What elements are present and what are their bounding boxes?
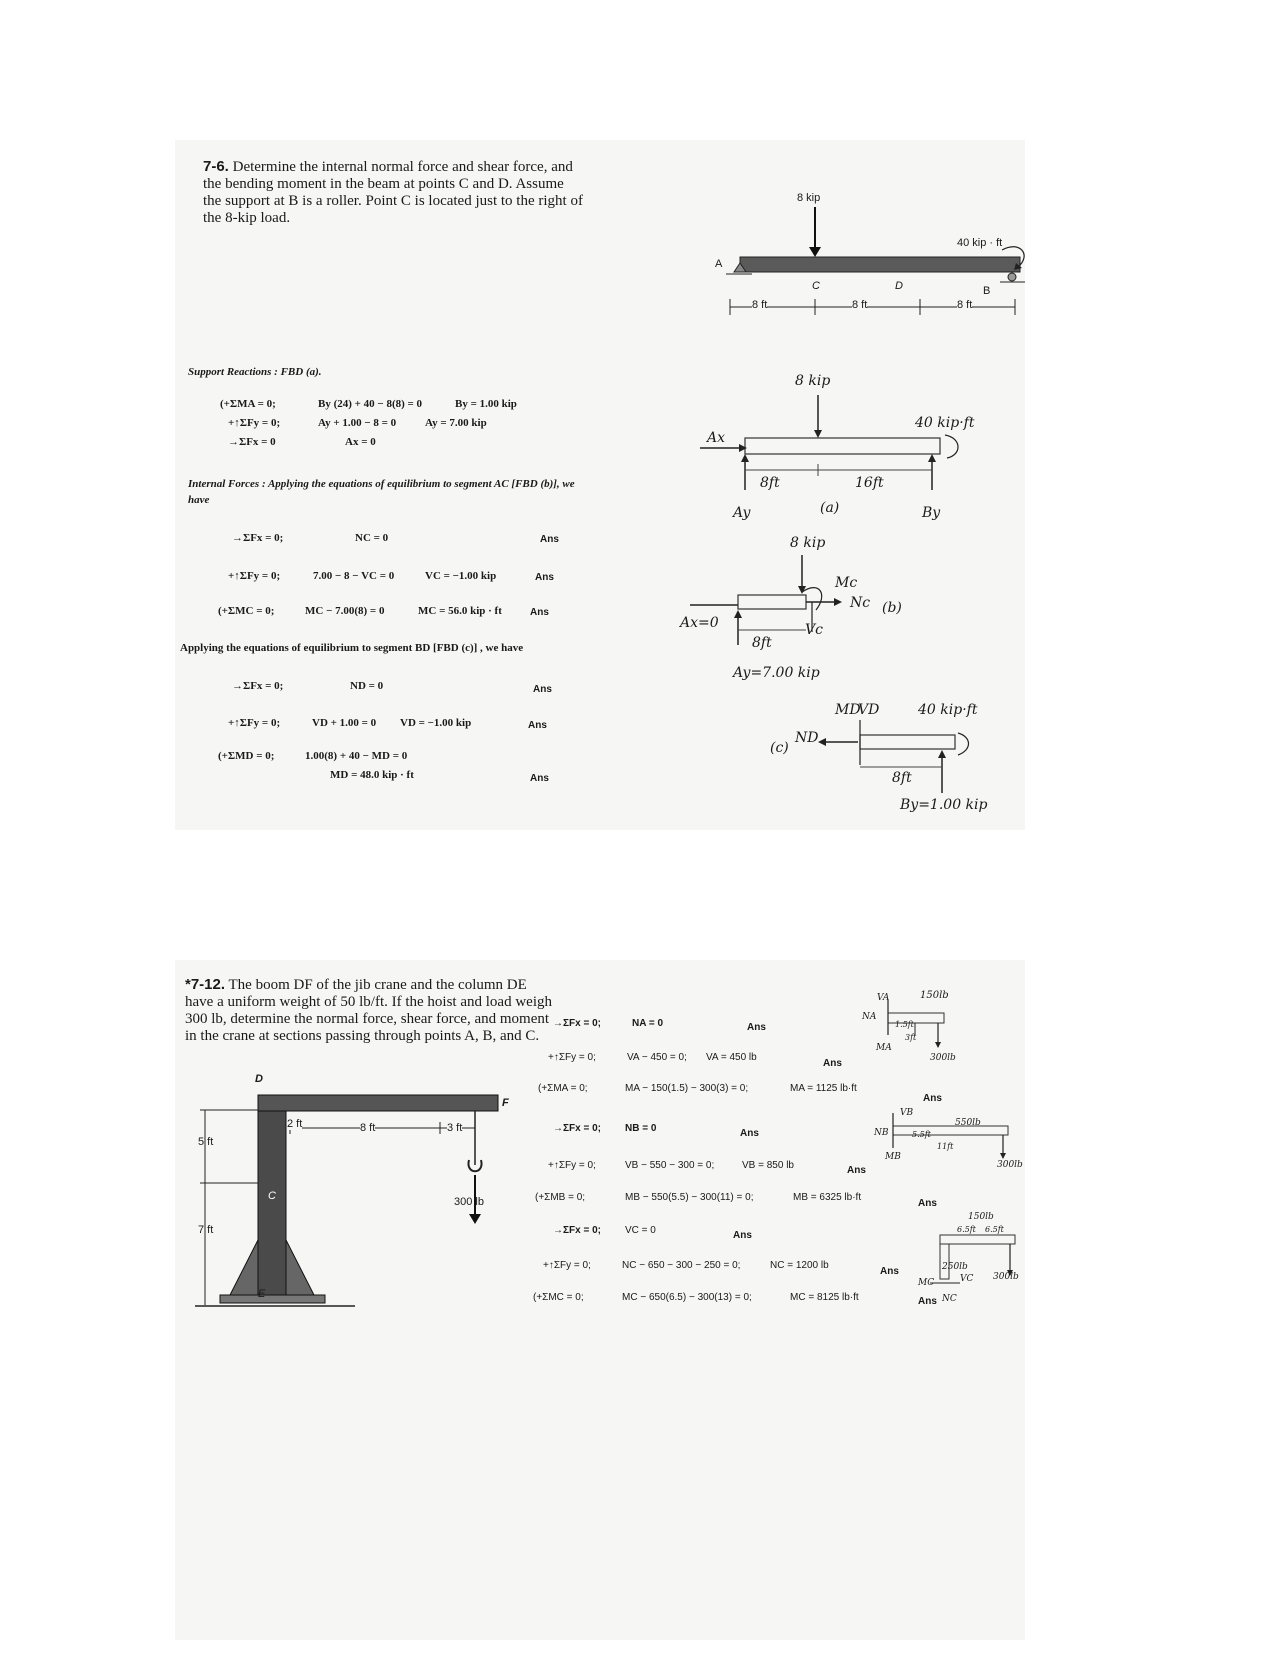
c1-ans: Ans	[733, 1230, 752, 1241]
problem-number: *7-12.	[185, 976, 226, 993]
sr3-work: Ax = 0	[345, 436, 376, 448]
ac3-ans: Ans	[530, 607, 549, 618]
fbd-b-load: 8 kip	[790, 535, 826, 551]
problem-number: 7-6.	[203, 158, 229, 175]
sketch-w3: 150lb	[968, 1212, 994, 1222]
sketch-l1: 300lb	[930, 1053, 956, 1063]
c3-eq: (+ΣMC = 0;	[533, 1292, 584, 1303]
c1-work: VC = 0	[625, 1225, 656, 1236]
label-c: C	[268, 1190, 276, 1202]
label-e: E	[258, 1288, 266, 1300]
boom	[258, 1095, 498, 1111]
a1-work: NA = 0	[632, 1018, 664, 1029]
fbd-a-tag: (a)	[820, 500, 840, 516]
label-f: F	[502, 1097, 509, 1109]
sketch-d15: 1.5ft	[895, 1020, 914, 1029]
c3-res: MC = 8125 lb·ft	[790, 1292, 859, 1303]
ac2-work: 7.00 − 8 − VC = 0	[313, 570, 395, 582]
fbd-c-vd: VD	[858, 702, 880, 718]
c2-ans: Ans	[880, 1266, 899, 1277]
b3-work: MB − 550(5.5) − 300(11) = 0;	[625, 1192, 754, 1203]
bd3-ans: Ans	[530, 773, 549, 784]
bd2-ans: Ans	[528, 720, 547, 731]
ac3-res: MC = 56.0 kip · ft	[418, 605, 502, 617]
fbd-c-tag: (c)	[770, 740, 789, 756]
support-heading: Support Reactions : FBD (a).	[188, 366, 322, 378]
a2-eq: +↑ΣFy = 0;	[548, 1052, 596, 1063]
sketch-va: VA	[877, 993, 890, 1003]
dim-3: 8 ft	[957, 299, 973, 311]
b3-eq: (+ΣMB = 0;	[535, 1192, 586, 1203]
fbd-a-d2: 16ft	[855, 475, 884, 491]
label-load: 8 kip	[797, 192, 821, 204]
fbd-b-vc: Vc	[805, 622, 823, 638]
a3-work: MA − 150(1.5) − 300(3) = 0;	[625, 1083, 749, 1094]
bd-heading: Applying the equations of equilibrium to segment BD [FBD (c)] , we have	[180, 642, 524, 654]
sketch-l2: 300lb	[997, 1160, 1023, 1170]
fbd-c-moment: 40 kip·ft	[918, 702, 978, 718]
b2-work: VB − 550 − 300 = 0;	[625, 1160, 715, 1171]
beam	[740, 257, 1020, 272]
label-point-a: A	[715, 258, 723, 270]
sketch-d11: 11ft	[937, 1142, 954, 1151]
sketch-d65: 6.5ft	[957, 1225, 976, 1234]
base-right	[286, 1240, 314, 1295]
sketch-nc: NC	[942, 1294, 957, 1304]
dim-7ft: 7 ft	[198, 1224, 214, 1236]
fbd-a	[700, 380, 980, 520]
b2-res: VB = 850 lb	[742, 1160, 794, 1171]
problem-7-12-statement	[185, 976, 555, 1045]
ac3-eq: (+ΣMC = 0;	[218, 605, 275, 617]
problem-text: Determine the internal normal force and shear force, and the bending moment in the beam at points C and D. Assume the support at B is a roller. Point C is located just to the right of the 8-kip load.	[203, 159, 583, 226]
label-load: 300 lb	[454, 1196, 484, 1208]
label-point-b: B	[983, 285, 991, 297]
sketch-w4: 250lb	[942, 1262, 968, 1272]
sr2-eq: +↑ΣFy = 0;	[228, 417, 281, 429]
sketch-w1: 150lb	[920, 990, 949, 1001]
sketch-d3: 3ft	[905, 1033, 917, 1042]
b3-res: MB = 6325 lb·ft	[793, 1192, 862, 1203]
sketch-d65b: 6.5ft	[985, 1225, 1004, 1234]
beam-figure	[720, 195, 1040, 335]
ac1-eq: →ΣFx = 0;	[232, 532, 284, 544]
b2-eq: +↑ΣFy = 0;	[548, 1160, 596, 1171]
bd1-work: ND = 0	[350, 680, 384, 692]
b2-ans: Ans	[847, 1165, 866, 1176]
sketch-na: NA	[862, 1012, 877, 1022]
a3-res: MA = 1125 lb·ft	[790, 1083, 857, 1094]
fbd-b-ax: Ax=0	[680, 615, 719, 631]
a2-ans: Ans	[823, 1058, 842, 1069]
dim-5ft: 5 ft	[198, 1136, 214, 1148]
ac1-work: NC = 0	[355, 532, 389, 544]
a2-work: VA − 450 = 0;	[627, 1052, 687, 1063]
dim-3ft: 3 ft	[447, 1122, 463, 1134]
label-d: D	[255, 1073, 263, 1085]
bd3-work: 1.00(8) + 40 − MD = 0	[305, 750, 408, 762]
b1-eq: →ΣFx = 0;	[553, 1123, 601, 1134]
sketch-vc: VC	[960, 1274, 974, 1284]
sr3-eq: →ΣFx = 0	[228, 436, 276, 448]
fbd-b-tag: (b)	[882, 600, 902, 616]
sr1-work: By (24) + 40 − 8(8) = 0	[318, 398, 423, 410]
crane-figure	[195, 1080, 545, 1320]
bd1-eq: →ΣFx = 0;	[232, 680, 284, 692]
problem-7-6-statement	[203, 158, 583, 227]
a1-eq: →ΣFx = 0;	[553, 1018, 601, 1029]
dim-8ft: 8 ft	[360, 1122, 376, 1134]
sketch-ans: Ans	[918, 1296, 937, 1307]
fbd-b-mc: Mc	[835, 575, 858, 591]
bd2-work: VD + 1.00 = 0	[312, 717, 377, 729]
a3-eq: (+ΣMA = 0;	[538, 1083, 588, 1094]
sketch-nb: NB	[874, 1128, 889, 1138]
sketch-mc: MC	[918, 1278, 935, 1288]
sketch-mb: MB	[885, 1152, 901, 1162]
b3-ans: Ans	[918, 1198, 937, 1209]
label-moment: 40 kip · ft	[957, 237, 1003, 249]
bd2-res: VD = −1.00 kip	[400, 717, 472, 729]
sketch-l3: 300lb	[993, 1272, 1019, 1282]
a2-res: VA = 450 lb	[706, 1052, 757, 1063]
dim-2ft: 2 ft	[287, 1118, 303, 1130]
fbd-a-ax: Ax	[707, 430, 726, 446]
bd2-eq: +↑ΣFy = 0;	[228, 717, 281, 729]
sketch-ma: MA	[876, 1043, 892, 1053]
dim-2: 8 ft	[852, 299, 868, 311]
sr1-res: By = 1.00 kip	[455, 398, 517, 410]
fbd-c-by: By=1.00 kip	[900, 797, 988, 813]
sr2-res: Ay = 7.00 kip	[425, 417, 487, 429]
b1-ans: Ans	[740, 1128, 759, 1139]
sr1-eq: (+ΣMA = 0;	[220, 398, 276, 410]
ac2-ans: Ans	[535, 572, 554, 583]
problem-text: The boom DF of the jib crane and the column DE have a uniform weight of 50 lb/ft. If the hoist and load weigh 300 lb, determine the normal force, shear force, and moment in the crane at sections passing through points A, B, and C.	[185, 977, 552, 1044]
ac1-ans: Ans	[540, 534, 559, 545]
base-left	[230, 1240, 258, 1295]
ac2-eq: +↑ΣFy = 0;	[228, 570, 281, 582]
fbd-b-ay: Ay=7.00 kip	[733, 665, 820, 681]
fbd-a-moment: 40 kip·ft	[915, 415, 975, 431]
a1-ans: Ans	[747, 1022, 766, 1033]
bd3-eq: (+ΣMD = 0;	[218, 750, 275, 762]
internal-heading: Internal Forces : Applying the equations of equilibrium to segment AC [FBD (b)], we have	[188, 478, 575, 506]
sketch-w2: 550lb	[955, 1118, 981, 1128]
fbd-b-nc: Nc	[850, 595, 871, 611]
dim-1: 8 ft	[752, 299, 768, 311]
ac2-res: VC = −1.00 kip	[425, 570, 497, 582]
fbd-a-d1: 8ft	[760, 475, 780, 491]
c2-work: NC − 650 − 300 − 250 = 0;	[622, 1260, 741, 1271]
fbd-c-nd: ND	[795, 730, 819, 746]
c3-work: MC − 650(6.5) − 300(13) = 0;	[622, 1292, 752, 1303]
fbd-c	[790, 705, 990, 805]
label-point-d: D	[895, 280, 903, 292]
fbd-b-d: 8ft	[752, 635, 772, 651]
bd1-ans: Ans	[533, 684, 552, 695]
a3-ans: Ans	[923, 1093, 942, 1104]
bd3-res: MD = 48.0 kip · ft	[330, 769, 414, 781]
fbd-a-by: By	[922, 505, 941, 521]
sketch-vb: VB	[900, 1108, 914, 1118]
fbd-a-ay: Ay	[733, 505, 751, 521]
fbd-a-load: 8 kip	[795, 373, 831, 389]
c1-eq: →ΣFx = 0;	[553, 1225, 601, 1236]
fbd-c-d: 8ft	[892, 770, 912, 786]
b1-work: NB = 0	[625, 1123, 657, 1134]
c2-eq: +↑ΣFy = 0;	[543, 1260, 591, 1271]
c2-res: NC = 1200 lb	[770, 1260, 829, 1271]
label-point-c: C	[812, 280, 820, 292]
roller-support-b	[1008, 273, 1016, 281]
sr2-work: Ay + 1.00 − 8 = 0	[318, 417, 397, 429]
fbd-c-md: MD	[835, 702, 861, 718]
ac3-work: MC − 7.00(8) = 0	[305, 605, 385, 617]
sketch-d55: 5.5ft	[912, 1130, 931, 1139]
